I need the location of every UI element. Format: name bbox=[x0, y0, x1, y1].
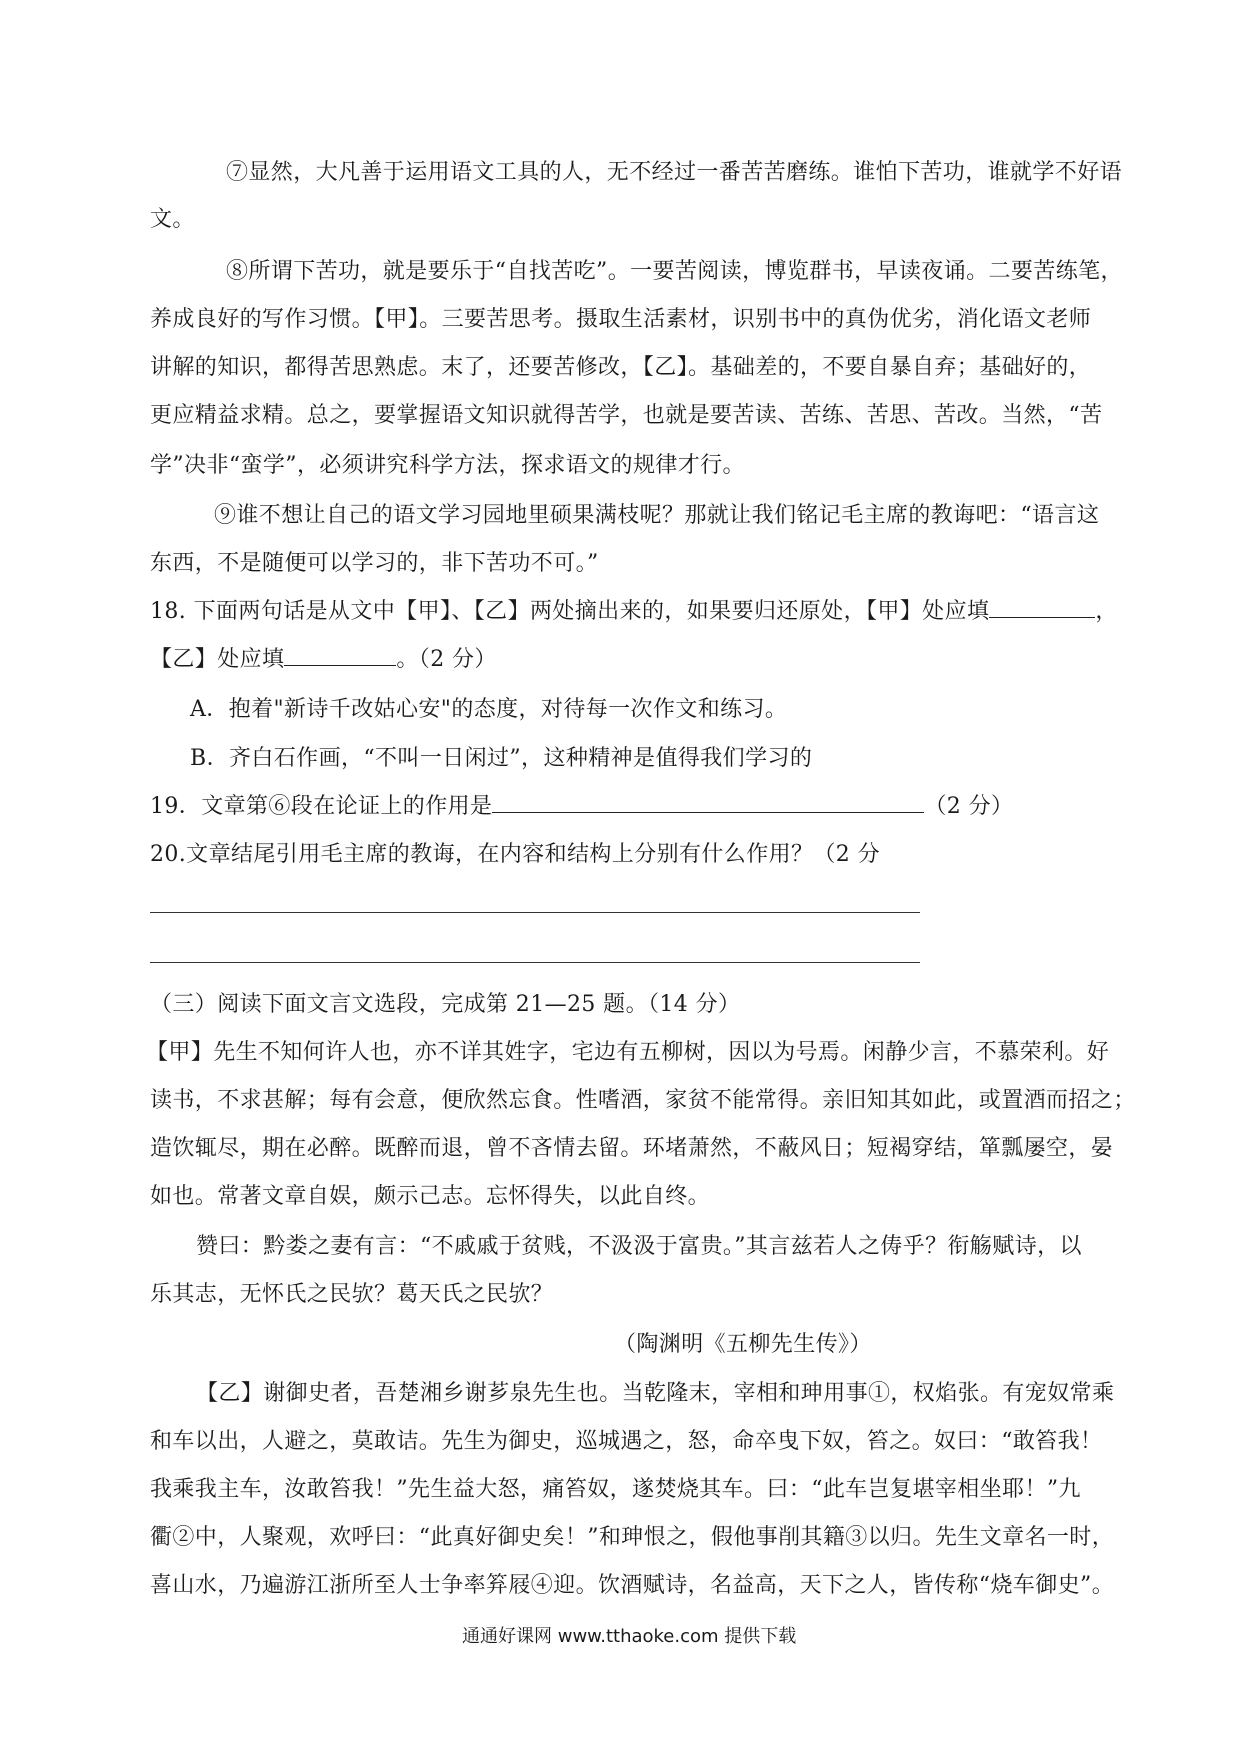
question-20: 20.文章结尾引用毛主席的教诲，在内容和结构上分别有什么作用？（2 分 bbox=[150, 842, 880, 867]
paragraph-9-line-1: ⑨谁不想让自己的语文学习园地里硕果满枝呢？那就让我们铭记毛主席的教诲吧：“语言这 bbox=[214, 503, 1100, 528]
answer-blank-yi[interactable] bbox=[284, 645, 396, 666]
question-18-line-1 bbox=[150, 597, 1118, 627]
passage-yi-line-1: 【乙】谢御史者，吾楚湘乡谢芗泉先生也。当乾隆末，宰相和珅用事①，权焰张。有宠奴常乘 bbox=[196, 1381, 1115, 1406]
paragraph-9-line-2: 东西，不是随便可以学习的，非下苦功不可。” bbox=[150, 551, 599, 576]
paragraph-8-line-2: 养成良好的写作习惯。【甲】。三要苦思考。摄取生活素材，识别书中的真伪优劣，消化语文老师 bbox=[150, 307, 1092, 332]
question-18-line-2 bbox=[150, 645, 497, 675]
zan-line-1: 赞曰：黔娄之妻有言：“不戚戚于贫贱，不汲汲于富贵。”其言兹若人之俦乎？衔觞赋诗，以 bbox=[196, 1234, 1082, 1259]
question-19-prompt: 19．文章第⑥段在论证上的作用是 bbox=[150, 794, 493, 819]
answer-blank-jia[interactable] bbox=[989, 597, 1095, 618]
answer-line-q20-1[interactable] bbox=[150, 912, 920, 913]
paragraph-8-line-1: ⑧所谓下苦功，就是要乐于“自找苦吃”。一要苦阅读，博览群书，早读夜诵。二要苦练笔， bbox=[226, 259, 1123, 284]
section-3-heading: （三）阅读下面文言文选段，完成第 21—25 题。（14 分） bbox=[150, 992, 741, 1017]
zan-line-2: 乐其志，无怀氏之民欤？葛天氏之民欤？ bbox=[150, 1282, 554, 1307]
question-19-points: （2 分） bbox=[924, 794, 1014, 819]
passage-yi-line-2: 和车以出，人避之，莫敢诘。先生为御史，巡城遇之，怒，命卒曳下奴，笞之。奴曰：“敢笞我！ bbox=[150, 1429, 1103, 1454]
question-18-option-a: A．抱着"新诗千改姑心安"的态度，对待每一次作文和练习。 bbox=[190, 697, 788, 722]
question-18-comma: ， bbox=[1095, 599, 1118, 624]
passage-jia-line-3: 造饮辄尽，期在必醉。既醉而退，曾不吝情去留。环堵萧然，不蔽风日；短褐穿结，箪瓢屡空，晏 bbox=[150, 1136, 1114, 1161]
footer-download-note: 通通好课网 www.tthaoke.com 提供下载 bbox=[462, 1626, 797, 1647]
passage-yi-line-3: 我乘我主车，汝敢笞我！”先生益大怒，痛笞奴，遂焚烧其车。曰：“此车岂复堪宰相坐耶！”九 bbox=[150, 1477, 1081, 1502]
question-18-prompt: 18. 下面两句话是从文中【甲】、【乙】两处摘出来的，如果要归还原处，【甲】处应填 bbox=[150, 599, 990, 624]
question-18-points: 。（2 分） bbox=[396, 647, 497, 672]
question-19 bbox=[150, 792, 1013, 822]
paragraph-8-line-3: 讲解的知识，都得苦思熟虑。末了，还要苦修改，【乙】。基础差的，不要自暴自弃；基础好的， bbox=[150, 355, 1092, 380]
passage-jia-line-4: 如也。常著文章自娱，颇示己志。忘怀得失，以此自终。 bbox=[150, 1184, 711, 1209]
passage-jia-line-2: 读书，不求甚解；每有会意，便欣然忘食。性嗜酒，家贫不能常得。亲旧知其如此，或置酒而招之； bbox=[150, 1088, 1136, 1113]
answer-line-q20-2[interactable] bbox=[150, 962, 920, 963]
question-18-option-b: B．齐白石作画，“不叫一日闲过”，这种精神是值得我们学习的 bbox=[190, 746, 813, 771]
source-citation: （陶渊明《五柳先生传》） bbox=[614, 1332, 872, 1357]
paragraph-7-line-2: 文。 bbox=[150, 207, 195, 232]
answer-blank-q19[interactable] bbox=[492, 792, 924, 813]
paragraph-8-line-5: 学”决非“蛮学”，必须讲究科学方法，探求语文的规律才行。 bbox=[150, 453, 745, 478]
passage-yi-line-4: 衢②中，人聚观，欢呼曰：“此真好御史矣！”和珅恨之，假他事削其籍③以归。先生文章名一时， bbox=[150, 1525, 1115, 1550]
question-18-yi-label: 【乙】处应填 bbox=[150, 647, 285, 672]
passage-jia-line-1: 【甲】先生不知何许人也，亦不详其姓字，宅边有五柳树，因以为号焉。闲静少言，不慕荣利。好 bbox=[146, 1040, 1110, 1065]
paragraph-7-line-1: ⑦显然，大凡善于运用语文工具的人，无不经过一番苦苦磨练。谁怕下苦功，谁就学不好语 bbox=[226, 160, 1123, 185]
paragraph-8-line-4: 更应精益求精。总之，要掌握语文知识就得苦学，也就是要苦读、苦练、苦思、苦改。当然，“苦 bbox=[150, 403, 1103, 428]
passage-yi-line-5: 喜山水，乃遍游江浙所至人士争率笲屐④迎。饮酒赋诗，名益高，天下之人，皆传称“烧车御史”。 bbox=[150, 1573, 1115, 1598]
